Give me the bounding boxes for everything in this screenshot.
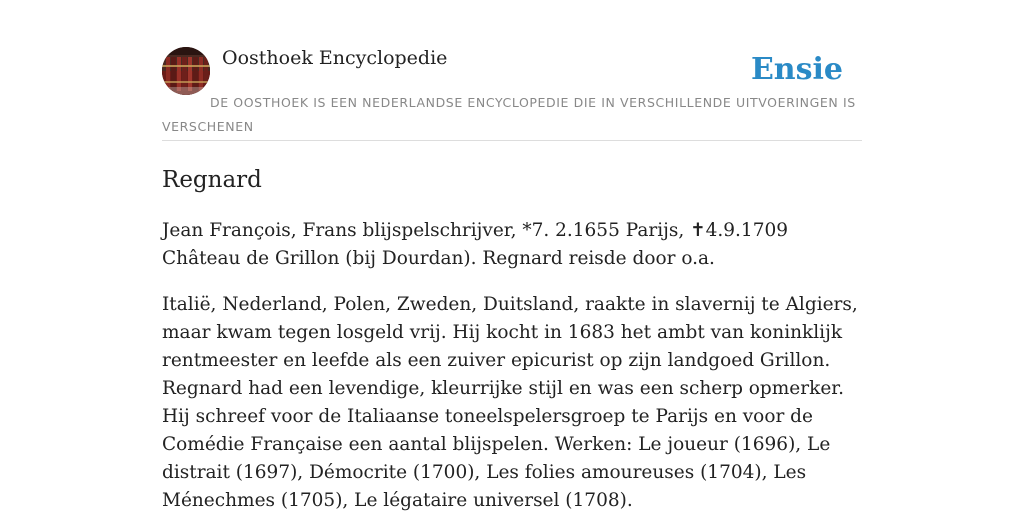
article-title: Regnard: [162, 167, 262, 193]
article-paragraph: Italië, Nederland, Polen, Zweden, Duitsland, raakte in slavernij te Algiers, maar kwam tegen losgeld vrij. Hij kocht in 1683 het ambt van koninklijk rentmeester en leefde als een zuiver epicurist op zijn landgoed Grillon. Regnard had een levendige, kleurrijke stijl en was een scherp opmerker. Hij schreef voor de Italiaanse toneelspelersgroep te Parijs en voor de Comédie Française een aantal blijspelen. Werken: Le joueur (1696), Le distrait (1697), Démocrite (1700), Les folies amoureuses (1704), Les Ménechmes (1705), Le légataire universel (1708).: [162, 294, 858, 511]
brand-logo[interactable]: Ensie: [750, 52, 843, 87]
article-paragraph: Jean François, Frans blijspelschrijver, *7. 2.1655 Parijs, ✝4.9.1709 Château de Grillon (bij Dourdan). Regnard reisde door o.a.: [162, 220, 789, 269]
source-description: DE OOSTHOEK IS EEN NEDERLANDSE ENCYCLOPEDIE DIE IN VERSCHILLENDE UITVOERINGEN IS VERSCHENEN: [162, 95, 856, 134]
encyclopedia-books-icon[interactable]: [162, 47, 210, 95]
source-title[interactable]: Oosthoek Encyclopedie: [222, 47, 448, 69]
page-container: [162, 44, 862, 515]
source-header: [162, 44, 862, 141]
